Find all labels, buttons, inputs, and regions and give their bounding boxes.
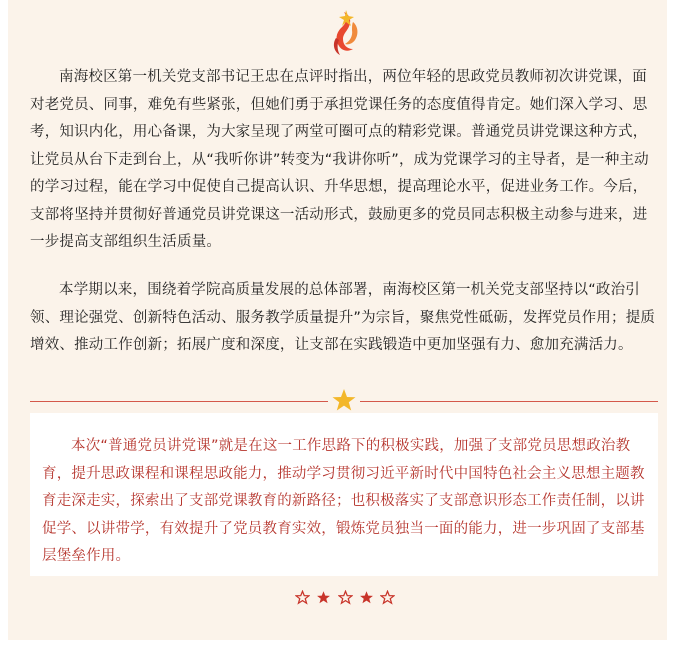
bottom-stars: [295, 590, 395, 606]
star-filled-icon: [359, 590, 374, 605]
highlight-paragraph: 本次“普通党员讲党课”就是在这一工作思路下的积极实践，加强了支部党员思想政治教育，提升思政课程和课程思政能力，推动学习贯彻习近平新时代中国特色社会主义思想主题教育走深走实，探索出了支部党课教育的新路径；也积极落实了支部意识形态工作责任制，以讲促学、以讲带学，有效提升了党员教育实效，锻炼党员独当一面的能力，进一步巩固了支部基层堡垒作用。: [42, 438, 645, 564]
article-paragraph-2: 本学期以来，围绕着学院高质量发展的总体部署，南海校区第一机关党支部坚持以“政治引领、理论强党、创新特色活动、服务教学质量提升”为宗旨，聚焦党性砥砺，发挥党员作用；提质增效、推动工作创新；拓展广度和深度，让支部在实践锻造中更加坚强有力、愈加充满活力。: [30, 282, 656, 353]
star-outline-icon: [380, 590, 395, 605]
star-outline-icon: [295, 590, 310, 605]
article-paragraph-1: 南海校区第一机关党支部书记王忠在点评时指出，两位年轻的思政党员教师初次讲党课，面对老党员、同事，难免有些紧张，但她们勇于承担党课任务的态度值得肯定。她们深入学习、思考，知识内化，用心备课，为大家呈现了两堂可圈可点的精彩党课。普通党员讲党课这种方式，让党员从台下走到台上，从“我听你讲”转变为“我讲你听”，成为党课学习的主导者，是一种主动的学习过程，能在学习中促使自己提高认识、升华思想，提高理论水平，促进业务工作。今后，支部将坚持并贯彻好普通党员讲党课这一活动形式，鼓励更多的党员同志积极主动参与进来，进一步提高支部组织生活质量。: [30, 69, 649, 250]
divider-line-left: [30, 401, 328, 402]
star-outline-icon: [338, 590, 353, 605]
divider-line-right: [360, 401, 658, 402]
torch-flag-icon: [322, 8, 366, 58]
gold-star-icon: [332, 388, 356, 412]
star-filled-icon: [316, 590, 331, 605]
highlight-box: [30, 413, 658, 576]
article-panel: [8, 0, 667, 640]
